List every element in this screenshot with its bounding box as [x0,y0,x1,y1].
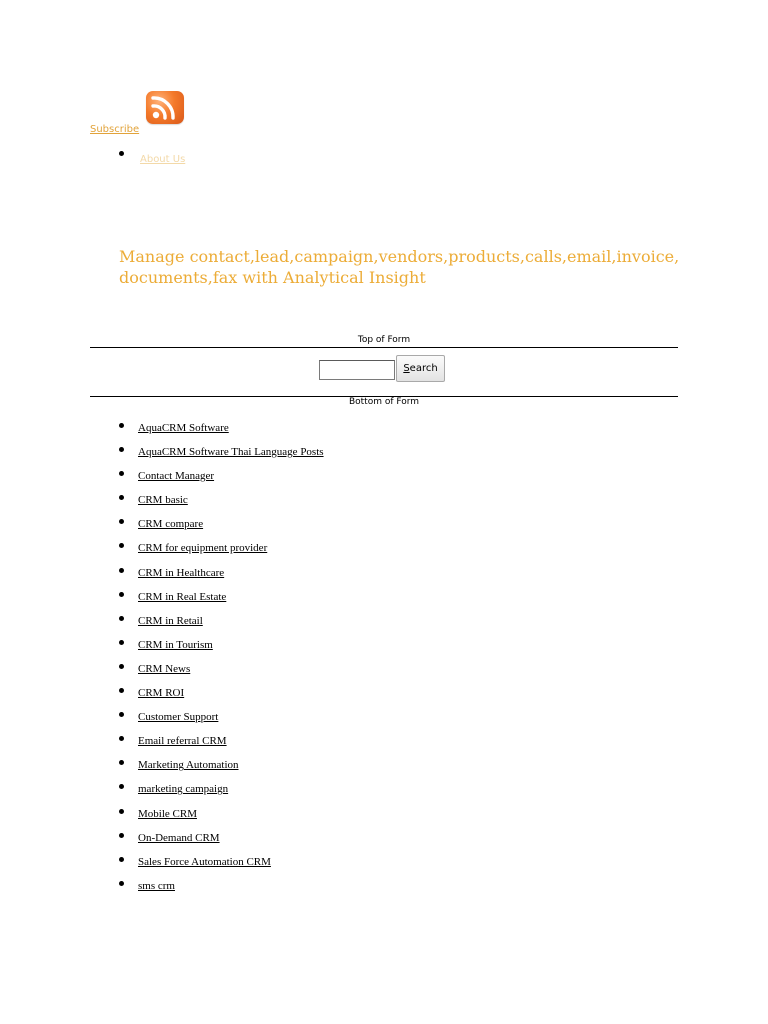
list-item [118,826,324,850]
list-item [118,585,324,609]
category-link-contact-manager[interactable]: Contact Manager [138,470,215,483]
category-link-email-referral-crm[interactable]: Email referral CRM [138,735,227,748]
category-link-crm-retail[interactable]: CRM in Retail [138,614,203,627]
list-item [118,681,324,705]
list-item [118,440,324,464]
category-link-sms-crm[interactable]: sms crm [138,879,175,892]
subscribe-link[interactable]: Subscribe [90,124,140,135]
list-item [118,488,324,512]
list-item [118,416,324,440]
top-nav-list [118,146,185,164]
search-button-label: earch [409,363,438,374]
rss-glyph [146,91,184,124]
list-item [118,753,324,777]
about-us-link[interactable]: About Us [140,154,186,165]
category-link-sales-force-automation-crm[interactable]: Sales Force Automation CRM [138,855,271,868]
list-item [118,512,324,536]
category-link-crm-equipment-provider[interactable]: CRM for equipment provider [138,542,268,555]
category-link-crm-news[interactable]: CRM News [138,662,191,675]
list-item [118,874,324,898]
category-link-aquacrm-software[interactable]: AquaCRM Software [138,422,229,434]
category-link-marketing-campaign[interactable]: marketing campaign [138,783,229,796]
category-list [118,416,324,898]
list-item [118,777,324,801]
page-title: Manage contact,lead,campaign,vendors,products,calls,email,invoice,documents,fax with Analytical Insight [119,247,680,287]
category-link-crm-tourism[interactable]: CRM in Tourism [138,638,213,651]
top-of-form-label: Top of Form [357,335,411,345]
list-item [118,609,324,633]
rss-feed-icon[interactable] [146,91,184,124]
list-item [118,633,324,657]
list-item [118,802,324,826]
category-link-aquacrm-thai[interactable]: AquaCRM Software Thai Language Posts [138,446,324,459]
category-link-mobile-crm[interactable]: Mobile CRM [138,807,197,820]
category-link-crm-basic[interactable]: CRM basic [138,494,188,507]
list-item [118,536,324,560]
category-link-on-demand-crm[interactable]: On-Demand CRM [138,831,220,844]
category-link-crm-real-estate[interactable]: CRM in Real Estate [138,590,227,603]
category-link-crm-healthcare[interactable]: CRM in Healthcare [138,566,225,579]
list-item [118,561,324,585]
list-item [118,657,324,681]
category-link-crm-roi[interactable]: CRM ROI [138,687,185,700]
category-link-crm-compare[interactable]: CRM compare [138,518,204,531]
bottom-of-form-label: Bottom of Form [348,397,420,407]
list-item [118,729,324,753]
search-button[interactable] [396,355,445,382]
category-link-customer-support[interactable]: Customer Support [138,711,219,724]
search-button-accesskey: S [403,363,410,374]
list-item [118,146,185,164]
list-item [118,464,324,488]
list-item [118,705,324,729]
category-link-marketing-automation[interactable]: Marketing Automation [138,759,239,772]
search-input[interactable] [319,360,395,380]
form-top-divider [90,347,678,348]
list-item [118,850,324,874]
